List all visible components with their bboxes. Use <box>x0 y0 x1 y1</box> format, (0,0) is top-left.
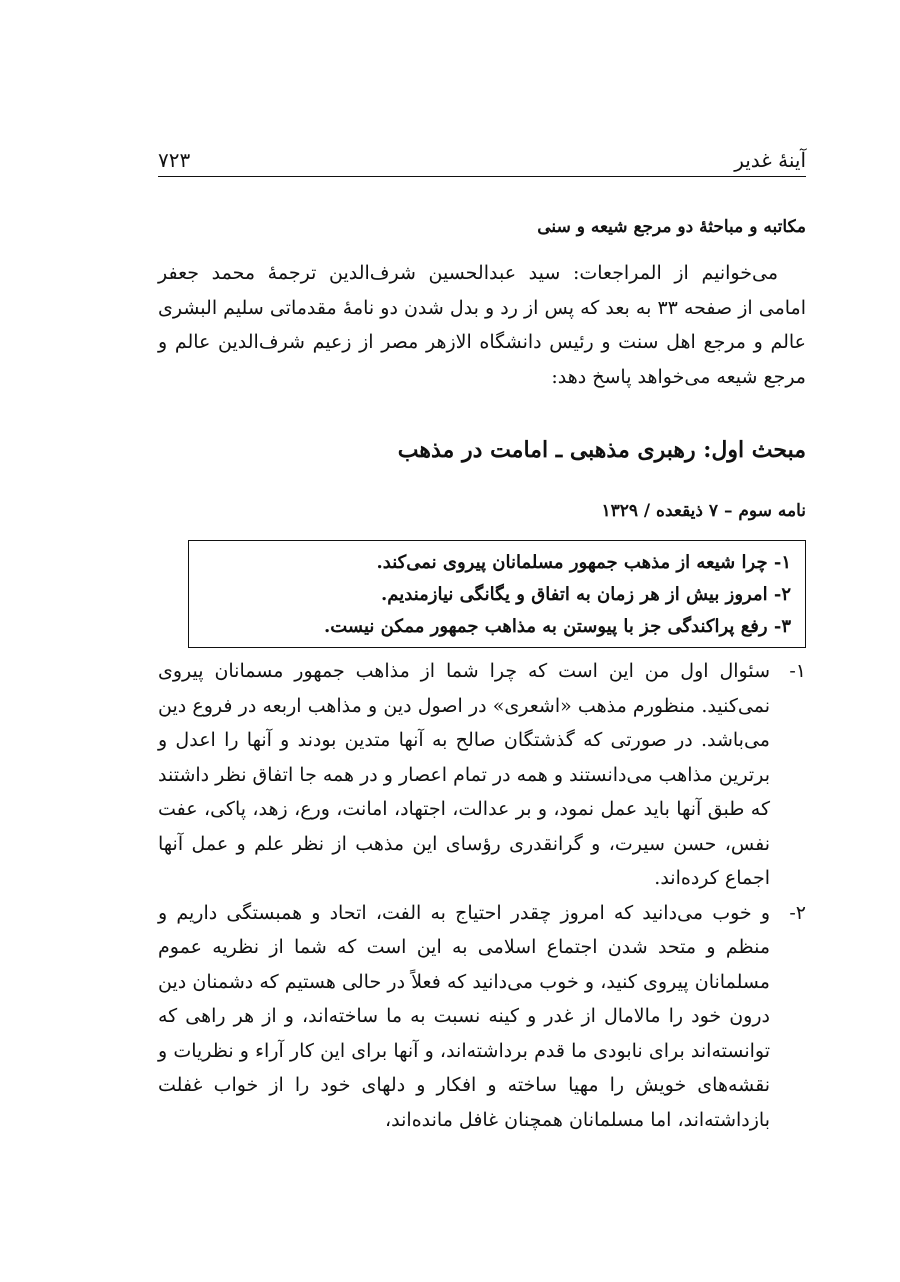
paragraph-text: و خوب می‌دانید که امروز چقدر احتیاج به الفت، اتحاد و همبستگی داریم و منظم و متحد شدن اجتماع اسلامی به این است که شما از نظریه عموم مسلمانان پیروی کنید، و خوب می‌دانید که فعلاً در حالی هستیم که دشمنان دین درون خود را مالامال از غدر و کینه نسبت به ما ساخته‌اند، و از هر راهی که توانسته‌اند برای نابودی ما قدم برداشته‌اند، و آنها برای این کار آراء و نظریات و نقشه‌های خویش را مهیا ساخته و افکار و دلهای خود را از خواب غفلت بازداشته‌اند، اما مسلمانان همچنان غافل مانده‌اند، <box>158 901 770 1131</box>
summary-item: ۲- امروز بیش از هر زمان به اتفاق و یگانگی نیازمندیم. <box>380 584 791 605</box>
numbered-paragraph <box>158 896 806 1138</box>
section-title: مکاتبه و مباحثهٔ دو مرجع شیعه و سنی <box>537 217 806 237</box>
page-body <box>158 200 806 1137</box>
letter-title: نامه سوم – ۷ ذیقعده / ۱۳۲۹ <box>601 501 806 521</box>
paragraph-text: سئوال اول من این است که چرا شما از مذاهب جمهور مسمانان پیروی نمی‌کنید. منظورم مذهب «اشعری» در اصول دین و مذاهب اربعه در فروع دین می‌باشد. در صورتی که گذشتگان صالح به آنها متدین بودند و آنها را اعدل و برترین مذاهب می‌دانستند و همه در تمام اعصار و در همه جا اتفاق نظر داشتند که طبق آنها باید عمل نمود، و بر عدالت، اجتهاد، امانت، ورع، زهد، پاکی، عفت نفس، حسن سیرت، و گرانقدری رؤسای این مذهب از نظر علم و عمل آنها اجماع کرده‌اند. <box>158 660 770 889</box>
paragraph-number: ۲- <box>789 901 806 924</box>
running-header <box>158 146 806 177</box>
summary-box <box>188 540 806 648</box>
chapter-title: مبحث اول: رهبری مذهبی ـ امامت در مذهب <box>397 437 806 463</box>
page-number: ۷۲۳ <box>158 148 191 172</box>
numbered-paragraphs <box>158 654 806 1137</box>
running-title: آینهٔ غدیر <box>734 148 806 172</box>
intro-paragraph: می‌خوانیم از المراجعات: سید عبدالحسین شرف‌الدین ترجمهٔ محمد جعفر امامی از صفحه ۳۳ به بعد که پس از رد و بدل شدن دو نامهٔ مقدماتی سلیم البشری عالم و مرجع اهل سنت و رئیس دانشگاه الازهر مصر از زعیم شرف‌الدین عالم و مرجع شیعه می‌خواهد پاسخ دهد: <box>158 262 806 388</box>
numbered-paragraph <box>158 654 806 896</box>
summary-item: ۱- چرا شیعه از مذهب جمهور مسلمانان پیروی نمی‌کند. <box>376 552 791 573</box>
summary-item: ۳- رفع پراکندگی جز با پیوستن به مذاهب جمهور ممکن نیست. <box>323 616 791 637</box>
paragraph-number: ۱- <box>789 660 806 682</box>
